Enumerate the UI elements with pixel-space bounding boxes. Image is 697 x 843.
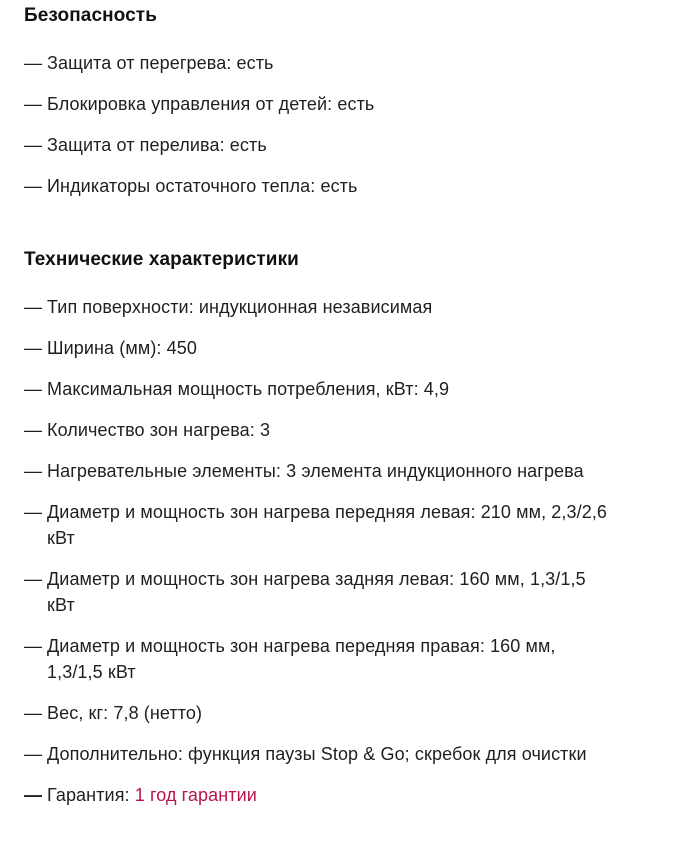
spec-text: Нагревательные элементы: 3 элемента индукционного нагрева — [47, 461, 584, 481]
spec-text: Защита от перегрева: есть — [47, 53, 274, 73]
dash-bullet-icon: — — [24, 636, 43, 656]
spec-text: Диаметр и мощность зон нагрева задняя левая: 160 мм, 1,3/1,5 кВт — [47, 569, 586, 615]
spec-text: Тип поверхности: индукционная независимая — [47, 297, 433, 317]
dash-bullet-icon: — — [24, 338, 43, 358]
spec-text: Диаметр и мощность зон нагрева передняя левая: 210 мм, 2,3/2,6 кВт — [47, 502, 608, 548]
spec-row-heating-elements — [24, 458, 677, 484]
spec-text: Ширина (мм): 450 — [47, 338, 197, 358]
spec-text: Защита от перелива: есть — [47, 135, 267, 155]
spec-text: Вес, кг: 7,8 (нетто) — [47, 703, 203, 723]
spec-row-warranty — [24, 782, 677, 808]
dash-bullet-icon: — — [24, 176, 43, 196]
spec-row-overheat-protection — [24, 50, 677, 76]
spec-row-width — [24, 335, 677, 361]
spec-row-residual-heat-indicators — [24, 173, 677, 199]
dash-bullet-icon: — — [24, 94, 43, 114]
spec-text: Блокировка управления от детей: есть — [47, 94, 375, 114]
dash-bullet-icon: — — [24, 53, 43, 73]
dash-bullet-icon: — — [24, 379, 43, 399]
spec-row-weight — [24, 700, 677, 726]
dash-bullet-icon: — — [24, 297, 43, 317]
spec-text: Индикаторы остаточного тепла: есть — [47, 176, 358, 196]
spec-section-safety — [24, 3, 677, 199]
spec-text: Дополнительно: функция паузы Stop & Go; скребок для очистки — [47, 744, 587, 764]
warranty-link[interactable]: 1 год гарантии — [134, 785, 257, 805]
spec-text: Диаметр и мощность зон нагрева передняя правая: 160 мм, 1,3/1,5 кВт — [47, 636, 556, 682]
warranty-label: Гарантия: — [47, 785, 135, 805]
dash-bullet-icon: — — [24, 569, 43, 589]
dash-bullet-icon: — — [24, 785, 43, 805]
dash-bullet-icon: — — [24, 703, 43, 723]
spec-section-title-technical: Технические характеристики — [24, 249, 299, 270]
spec-text — [47, 782, 257, 808]
spec-text: Количество зон нагрева: 3 — [47, 420, 271, 440]
dash-bullet-icon: — — [24, 135, 43, 155]
spec-row-child-lock — [24, 91, 677, 117]
spec-section-technical — [24, 247, 677, 808]
spec-row-additional — [24, 741, 677, 767]
spec-list-technical — [24, 294, 677, 808]
dash-bullet-icon: — — [24, 502, 43, 522]
spec-row-max-power — [24, 376, 677, 402]
spec-row-zone-front-left — [24, 499, 677, 551]
spec-row-zone-back-left — [24, 566, 677, 618]
spec-text: Максимальная мощность потребления, кВт: 4,9 — [47, 379, 450, 399]
spec-list-safety — [24, 50, 677, 199]
spec-row-surface-type — [24, 294, 677, 320]
spec-row-zone-front-right — [24, 633, 677, 685]
spec-row-heating-zones-count — [24, 417, 677, 443]
spec-section-title-safety: Безопасность — [24, 5, 157, 26]
dash-bullet-icon: — — [24, 461, 43, 481]
dash-bullet-icon: — — [24, 420, 43, 440]
spec-row-overflow-protection — [24, 132, 677, 158]
dash-bullet-icon: — — [24, 744, 43, 764]
